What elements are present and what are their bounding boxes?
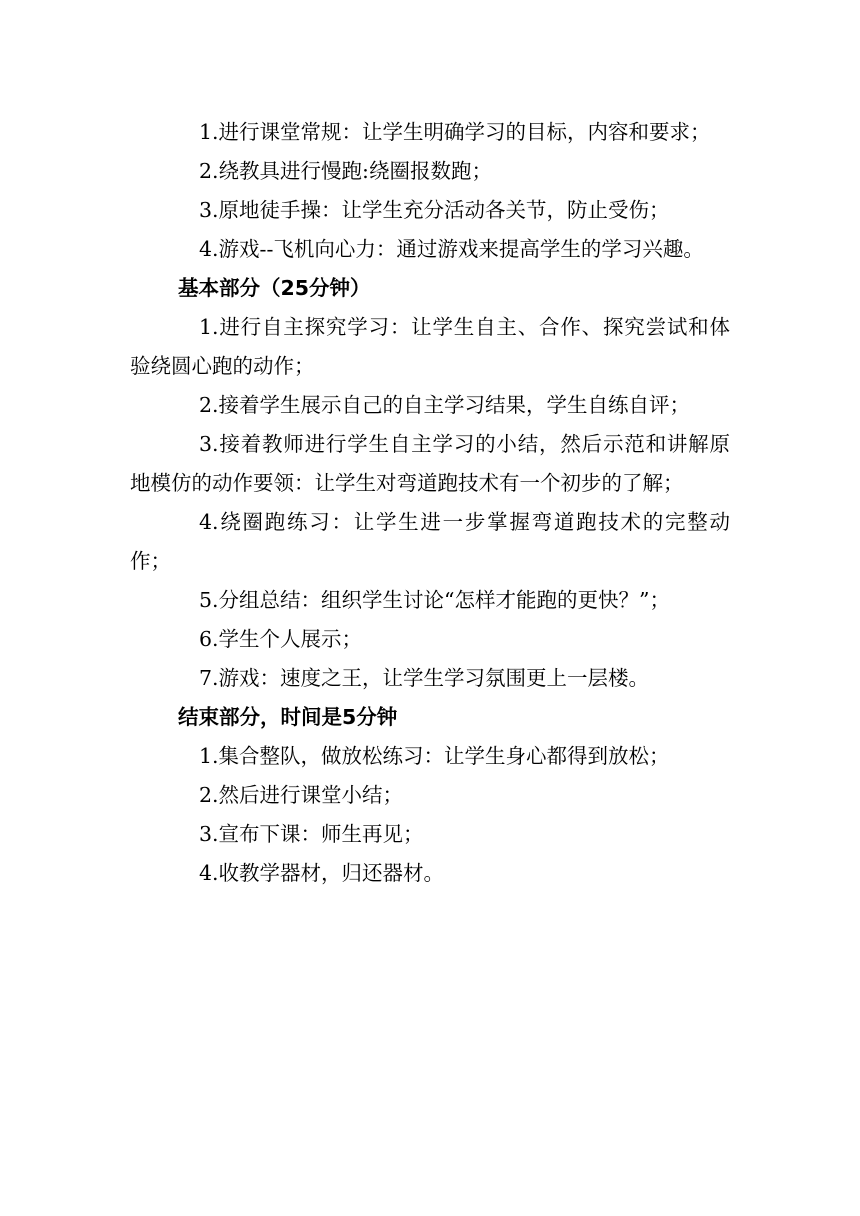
basic-item-3: 3.接着教师进行学生自主学习的小结，然后示范和讲解原地模仿的动作要领：让学生对弯道跑技术有一个初步的了解； (130, 432, 730, 495)
basic-section-heading: 基本部分（25分钟） (178, 276, 371, 300)
end-item-2: 2.然后进行课堂小结； (199, 783, 404, 807)
end-section-heading: 结束部分，时间是5分钟 (178, 705, 398, 729)
basic-item-6: 6.学生个人展示； (199, 627, 363, 651)
intro-item-3: 3.原地徒手操：让学生充分活动各关节，防止受伤； (199, 198, 670, 222)
basic-item-1: 1.进行自主探究学习：让学生自主、合作、探究尝试和体验绕圆心跑的动作； (130, 315, 730, 378)
intro-item-1: 1.进行课堂常规：让学生明确学习的目标，内容和要求； (199, 120, 711, 144)
document-body (130, 113, 730, 893)
end-item-4: 4.收教学器材，归还器材。 (199, 861, 445, 885)
basic-item-7: 7.游戏：速度之王，让学生学习氛围更上一层楼。 (199, 666, 650, 690)
basic-item-5: 5.分组总结：组织学生讨论“怎样才能跑的更快？”； (199, 588, 671, 612)
intro-item-2: 2.绕教具进行慢跑:绕圈报数跑； (199, 159, 492, 183)
basic-item-4: 4.绕圈跑练习：让学生进一步掌握弯道跑技术的完整动作； (130, 510, 730, 573)
basic-item-2: 2.接着学生展示自己的自主学习结果，学生自练自评； (199, 393, 691, 417)
end-item-1: 1.集合整队，做放松练习：让学生身心都得到放松； (199, 744, 670, 768)
intro-item-4: 4.游戏--飞机向心力：通过游戏来提高学生的学习兴趣。 (199, 237, 704, 261)
end-item-3: 3.宣布下课：师生再见； (199, 822, 424, 846)
